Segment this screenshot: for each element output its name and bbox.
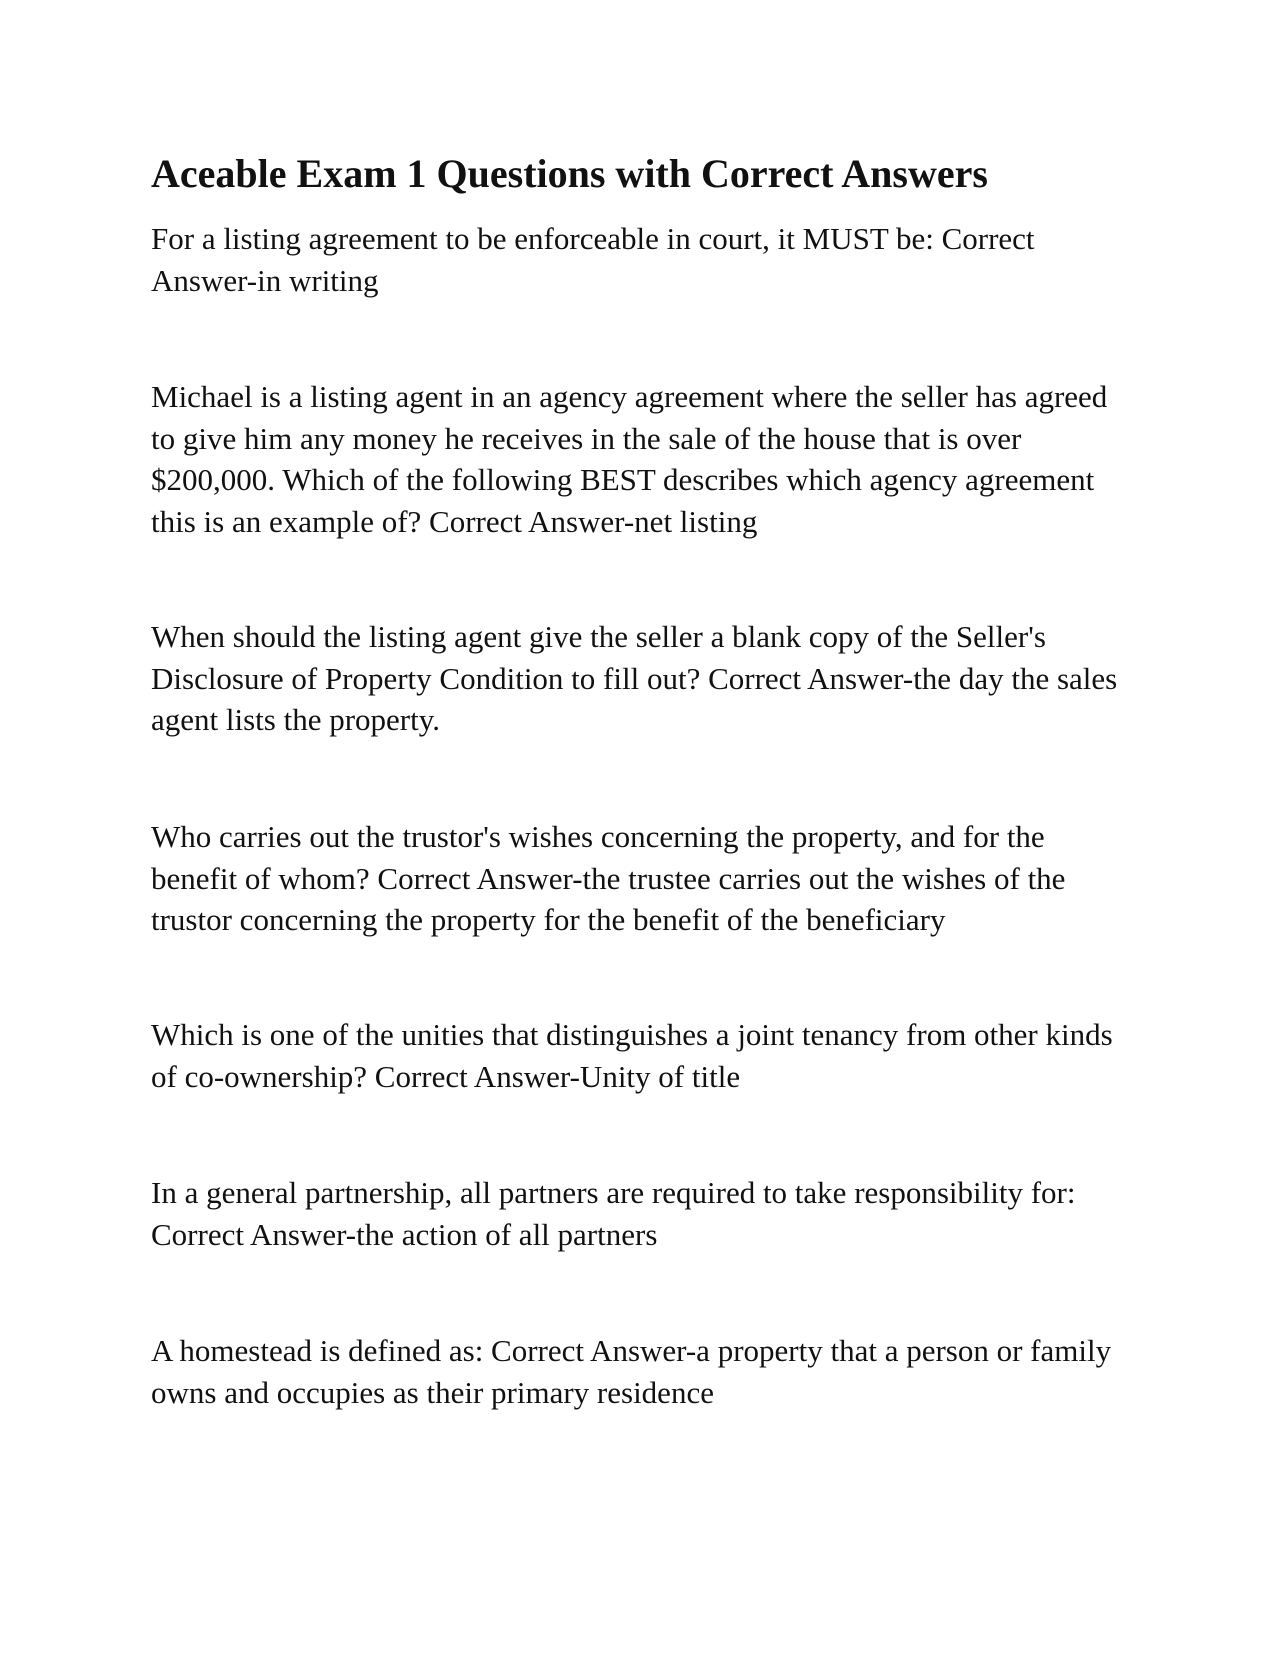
qa-item-4: Who carries out the trustor's wishes concerning the property, and for the benefit of whom? Correct Answer-the trustee carries out the wishes of the trustor concerning the property for the benefit of the beneficiary (151, 819, 1066, 937)
qa-item-2: Michael is a listing agent in an agency agreement where the seller has agreed to give him any money he receives in the sale of the house that is over $200,000. Which of the following BEST describes which agency agreement this is an example of? Correct Answer-net listing (151, 379, 1108, 539)
qa-item-1: For a listing agreement to be enforceable in court, it MUST be: Correct Answer-in writing (151, 221, 1035, 298)
qa-item-5: Which is one of the unities that distinguishes a joint tenancy from other kinds of co-ownership? Correct Answer-Unity of title (151, 1017, 1113, 1094)
document-title: Aceable Exam 1 Questions with Correct Answers (151, 151, 988, 196)
qa-item-3: When should the listing agent give the seller a blank copy of the Seller's Disclosure of Property Condition to fill out? Correct Answer-the day the sales agent lists the property. (151, 619, 1118, 737)
qa-item-6: In a general partnership, all partners are required to take responsibility for: Correct Answer-the action of all partners (151, 1175, 1076, 1252)
qa-item-7: A homestead is defined as: Correct Answer-a property that a person or family owns and occupies as their primary residence (151, 1333, 1112, 1410)
